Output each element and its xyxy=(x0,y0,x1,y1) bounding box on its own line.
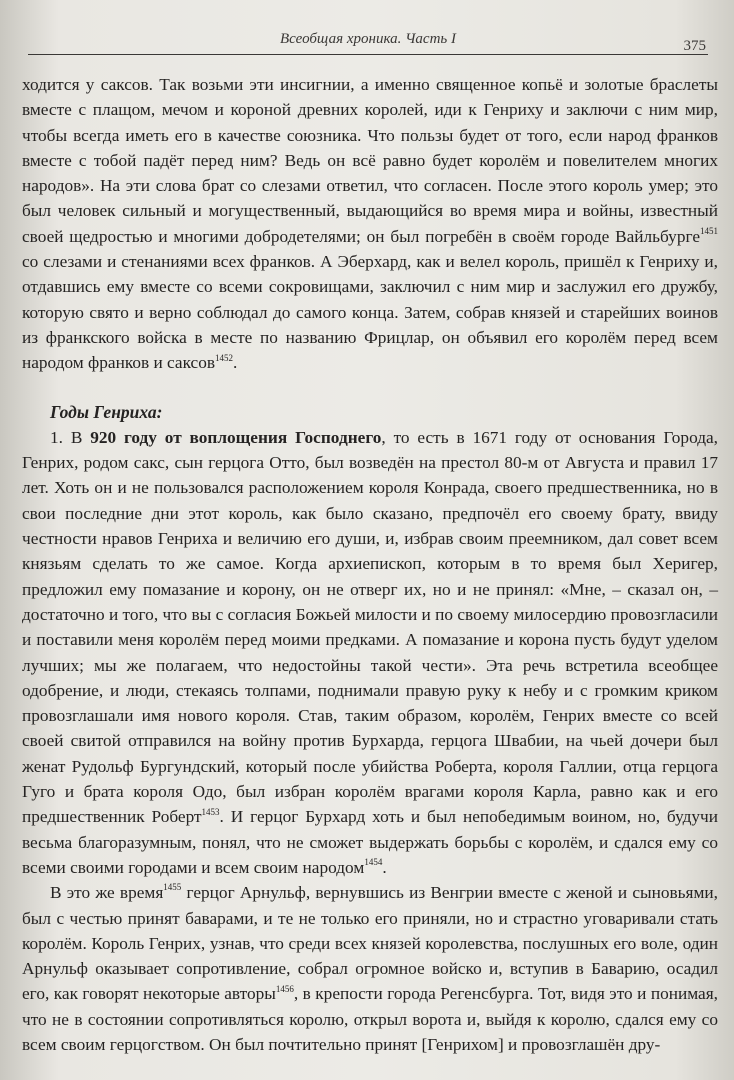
text-run: В это же время xyxy=(50,883,164,903)
text-run: со слезами и стенаниями всех франков. А Эберхард, как и велел король, пришёл к Генриху и, отдавшись ему вместе со всеми сокровищами, заключил с ним мир и заслужил его дружбу, которую свято и верно соблюдал до самого конца. Затем, собрав князей и старейших воинов из франкского войска в месте по названию Фрицлар, он объявил его королём перед всем народом франков и саксов xyxy=(22,252,718,373)
paragraph xyxy=(22,425,718,880)
page-number: 375 xyxy=(683,38,706,54)
page-body xyxy=(22,72,718,1057)
bold-run: 920 году от воплощения Господнего xyxy=(90,427,382,447)
footnote-ref: 1454 xyxy=(364,857,383,868)
running-title: Всеобщая хроника. Часть I xyxy=(280,31,456,47)
text-run: ходится у саксов. Так возьми эти инсигнии, а именно священное копьё и золотые браслеты вместе с плащом, мечом и короной древних королей, иди к Генриху и заключи с ним мир, чтобы всегда иметь его в качестве союзника. Что пользы будет от того, если народ франков вместе с тобой падёт перед ним? Ведь он всё равно будет королём и повелителем многих народов». На эти слова брат со слезами ответил, что согласен. После этого король умер; это был человек сильный и могущественный, выдающийся во время мира и войны, известный своей щедростью и многими добродетелями; он был погребён в своём городе Вайльбурге xyxy=(22,75,718,246)
text-run: , в крепости города Регенсбурга. Тот, видя это и понимая, что не в состоянии сопротивляться королю, открыл ворота и, выйдя к королю, сдался ему со всем своим герцогством. Он был почтительно принят [Генрихом] и провозглашён дру- xyxy=(22,984,718,1054)
section-heading: Годы Генриха: xyxy=(50,401,163,422)
paragraph-continued xyxy=(22,72,718,376)
footnote-ref: 1453 xyxy=(201,806,220,817)
text-run: 1. В xyxy=(50,427,91,447)
footnote-ref: 1451 xyxy=(700,226,718,237)
text-run: . xyxy=(382,857,387,877)
footnote-ref: 1455 xyxy=(163,882,182,893)
text-run: , то есть в 1671 году от основания Города, Генрих, родом сакс, сын герцога Отто, был возведён на престол 80-м от Августа и правил 17 лет. Хоть он и не пользовался расположением короля Конрада, своего предшественника, но в свои последние дни этот король, как было сказано, предпочёл его своему брату, ввиду честности нравов Генриха и величию его души, и, избрав своим преемником, дал совет всем князьям сделать то же самое. Когда архиепископ, которым в то время был Херигер, предложил ему помазание и корону, он не отверг их, но и не принял: «Мне, – сказал он, – достаточно и того, что вы с согласия Божьей милости и по своему милосердию провозгласили и поставили меня королём перед моими предками. А помазание и корона пусть будут уделом лучших; мы же полагаем, что недостойны такой чести». Эта речь встретила всеобщее одобрение, и люди, стекаясь толпами, поднимали правую руку к небу и с громким криком провозглашали имя нового короля. Став, таким образом, королём, Генрих вместе со всей своей свитой отправился на войну против Бурхарда, герцога Швабии, на чьей дочери был женат Рудольф Бургундский, который после убийства Роберта, короля Галлии, отца герцога Гуго и брата короля Одо, был избран королём врагами короля Карла, равно как и его предшественник Роберт xyxy=(22,427,719,827)
paragraph xyxy=(22,880,718,1057)
text-run: . xyxy=(233,353,238,373)
footnote-ref: 1452 xyxy=(215,352,234,363)
text-run: герцог Арнульф, вернувшись из Венгрии вместе с женой и сыновьями, был с честью принят баварами, и те не только его приняли, но и страстно уговаривали стать королём. Король Генрих, узнав, что среди всех князей королевства, послушных его воле, один Арнульф оказывает сопротивление, собрал огромное войско и, вступив в Баварию, осадил его, как говорят некоторые авторы xyxy=(22,883,719,1004)
running-header xyxy=(28,28,708,55)
text-run: . И герцог Бурхард хоть и был непобедимым воином, но, будучи весьма благоразумным, понял, что не сможет выдержать борьбы с королём, и сдался ему со всеми своими городами и всем своим народом xyxy=(22,807,718,877)
footnote-ref: 1456 xyxy=(275,983,294,994)
